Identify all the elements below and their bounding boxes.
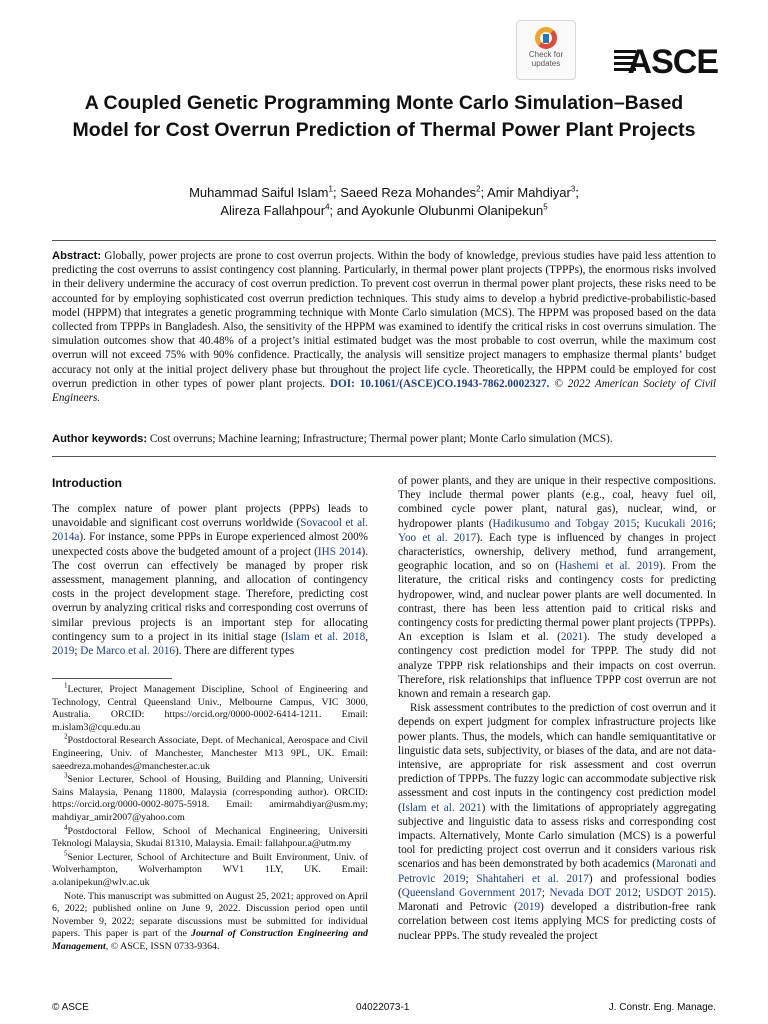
citation-link[interactable]: USDOT 2015 — [645, 886, 710, 899]
check-for-updates-badge[interactable] — [516, 20, 576, 80]
abstract — [52, 249, 716, 405]
footnote — [52, 771, 368, 824]
footnote-text: Senior Lecturer, School of Architecture and Built Environment, Univ. of Wolverhampton, Wolverhampton WV1 1LY, UK. Email: a.olanipekun@wlv.ac.uk — [52, 851, 368, 888]
author-separator: ; — [480, 185, 488, 200]
citation-link[interactable]: Sovacool et al. 2014a — [52, 517, 368, 544]
paragraph-text: ) with the limitations of appropriately aggregating subjective and linguistic data to assess risks and corresponding cost impacts. Alternatively, Monte Carlo simulation (MCS) is a powerful tool for predicting project cost overrun and it considers various risk scenarios and has been demonstrated by both academics ( — [398, 801, 716, 871]
paragraph-text: ; — [74, 645, 81, 658]
footnotes — [52, 681, 368, 954]
author-separator: ; — [332, 185, 341, 200]
footnote — [52, 681, 368, 734]
asce-logo — [614, 44, 718, 80]
author-1: Muhammad Saiful Islam — [189, 185, 329, 200]
badge-line2: updates — [531, 59, 561, 68]
copyright: © 2022 American Society of Civil Engineers. — [52, 377, 717, 405]
paragraph-text: ; — [636, 517, 645, 530]
citation-link[interactable]: Kucukali 2016 — [644, 517, 713, 530]
citation-link[interactable]: 2019 — [52, 645, 75, 658]
paragraph-text: ). For instance, some PPPs in Europe experienced almost 200% unexpected costs above the budgeted amount of a project ( — [52, 531, 368, 558]
footnote — [52, 849, 368, 890]
paragraph-text: ). The study developed a contingency cost prediction model for TPPP. The study did not analyze TPPP risk relationships and their impacts on cost overrun. Therefore, risk relationships that influence TPPP cost overrun are not known and remain a research gap. — [398, 631, 716, 701]
citation-link[interactable]: Hashemi et al. 2019 — [559, 560, 659, 573]
author-3-affil: 3 — [570, 184, 576, 194]
paragraph-text: The complex nature of power plant projects (PPPs) leads to unavoidable and significant cost overruns worldwide ( — [52, 503, 368, 530]
note-tail: , © ASCE, ISSN 0733-9364. — [105, 940, 220, 952]
citation-link[interactable]: Hadikusumo and Tobgay 2015 — [492, 517, 637, 530]
citation-link[interactable]: De Marco et al. 2016 — [80, 645, 176, 658]
author-3: Amir Mahdiyar — [487, 185, 571, 200]
author-2: Saeed Reza Mohandes — [340, 185, 477, 200]
paragraph-text: ; — [465, 872, 477, 885]
article-title: A Coupled Genetic Programming Monte Carlo Simulation–Based Model for Cost Overrun Prediction of Thermal Power Plant Projects — [72, 92, 696, 141]
paragraph-text: ) developed a distribution-free rank correlation between cost items applying MCS for predicting costs of nuclear PPPs. The study revealed the project — [398, 901, 716, 942]
doi-link[interactable]: 10.1061/(ASCE)CO.1943-7862.0002327. — [359, 377, 550, 390]
abstract-label: Abstract: — [52, 250, 102, 262]
author-2-affil: 2 — [476, 184, 481, 194]
badge-line1: Check for — [528, 50, 564, 59]
right-column-body — [398, 474, 716, 943]
footnote-number: 4 — [64, 823, 68, 832]
keywords-text: Cost overruns; Machine learning; Infrastructure; Thermal power plant; Monte Carlo simulation (MCS). — [149, 433, 613, 445]
footnote-number: 5 — [64, 849, 68, 858]
abstract-text: Globally, power projects are prone to cost overrun projects. Within the body of knowledge, previous studies have paid less attention to predicting the cost overruns to assist contingency cost planning. Particularly, in thermal power plant projects (TPPPs), the enormous risks involved in their delivery undermine the accuracy of cost overrun prediction. To prevent cost overrun in thermal power plant projects, these risks need to be accounted for by employing sophisticated cost overrun prediction techniques. This study aims to develop a hybrid predictive-probabilistic-based model (HPPM) that integrates a genetic programming technique with Monte Carlo simulation (MCS). The HPPM was proposed based on the data collected from TPPPs in Bangladesh. Also, the sensitivity of the HPPM was examined to identify the critical risks in cost overruns simulation. The simulation outcomes show that 40.48% of a project’s initial estimated budget was the most probable to cost overrun, while the maximum cost overrun will not exceed 75% with 90% confidence. Practically, the analysis will sensitize project managers to emphasize thermal plants’ budget accuracy not only at the initial project delivery phase but throughout the project life cycle. Theoretically, the HPPM could be employed for cost overrun prediction in other types of power plant projects. — [52, 250, 716, 390]
paragraph-text: ). Maronati and Petrovic ( — [398, 886, 716, 914]
citation-link[interactable]: Queensland Government 2017 — [401, 886, 542, 899]
author-separator: ; and — [329, 203, 362, 218]
citation-link[interactable]: Nevada DOT 2012 — [549, 886, 638, 899]
author-keywords — [52, 432, 716, 446]
paragraph-text: ). Each type is influenced by changes in project characteristics, ownership, delivery method, fund arrangement, geographic location, and so on ( — [398, 531, 716, 573]
paragraph-text: , — [365, 630, 368, 643]
footer-copyright: © ASCE — [52, 1002, 89, 1013]
footnote-text: Senior Lecturer, School of Housing, Building and Planning, Universiti Sains Malaysia, Penang 11800, Malaysia (corresponding author). ORCID: https://orcid.org/0000-0002-8075-5918. Email: amirmahdiyar@usm.my; mahdiyar_amir2007@yahoo.com — [52, 774, 368, 823]
citation-link[interactable]: Maronati and Petrovic 2019 — [398, 858, 716, 885]
divider — [52, 240, 716, 241]
citation-link[interactable]: Yoo et al. 2017 — [398, 531, 477, 544]
footnote-rule — [52, 678, 172, 679]
paragraph-text: Risk assessment contributes to the prediction of cost overrun and it depends on expert judgment for complex infrastructure projects like power plants. Thus, the models, which can handle semiquantitative or linguistic data sets, subjectivity, or biases of the data, and are not data-intensive, are appropriate for risk assessment and cost overrun prediction of TPPPs. The fuzzy logic can accommodate subjective risk assessment and cost inputs in the contingency cost prediction model ( — [398, 702, 716, 814]
author-5: Ayokunle Olubunmi Olanipekun — [361, 203, 544, 218]
author-1-affil: 1 — [328, 184, 333, 194]
paragraph-text: ) and professional bodies ( — [398, 872, 716, 899]
author-4-affil: 4 — [325, 202, 330, 212]
paragraph-text: ; — [712, 517, 716, 530]
paragraph-text: ). From the literature, the critical risks and contingency costs for predicting hydropower, wind, and nuclear power plants are well documented. In contrast, there has been less attention paid to critical risks and contingency costs for predicting thermal power plant projects (TPPPs). An exception is Islam et al. ( — [398, 560, 717, 644]
journal-name: Journal of Construction Engineering and Management — [52, 928, 368, 952]
footer-article-number: 04022073-1 — [356, 1002, 410, 1013]
author-4: Alireza Fallahpour — [220, 203, 326, 218]
keywords-label: Author keywords: — [52, 433, 148, 445]
footer-journal: J. Constr. Eng. Manage. — [608, 1002, 716, 1013]
check-for-updates-icon — [535, 27, 557, 49]
citation-link[interactable]: 2021 — [560, 631, 584, 644]
footnote-text: Postdoctoral Fellow, School of Mechanical Engineering, Universiti Teknologi Malaysia, Skudai 81310, Malaysia. Email: fallahpour.a@utm.my — [52, 825, 368, 850]
citation-link[interactable]: 2019 — [517, 901, 541, 914]
footnote-text: Lecturer, Project Management Discipline, School of Engineering and Technology, Central Queensland Univ., Melbourne Campus, VIC 3000, Australia. ORCID: https://orcid.org/0000-0002-6414-1211. Email: m.islam3@cqu.edu.au — [52, 684, 368, 733]
footnote-number: 1 — [64, 681, 68, 690]
footnote — [52, 735, 368, 773]
divider — [52, 456, 716, 457]
footnote — [52, 823, 368, 851]
footnote-number: 3 — [64, 771, 68, 780]
author-5-affil: 5 — [543, 202, 548, 212]
paragraph-text: ; — [541, 886, 550, 899]
paragraph-text: of power plants, and they are unique in their respective compositions. They include thermal power plants (e.g., coal, heavy fuel oil, combined cycle power plant, natural gas), nuclear, wind, or hydropower plants ( — [398, 475, 716, 530]
citation-link[interactable]: Islam et al. 2021 — [401, 801, 482, 814]
author-list: Muhammad Saiful Islam$^1$; Saeed Reza Mohandes$^2$; Amir Mahdiyar$^3$; Alireza Fallahpour$^4$; and Ayokunle Olubunmi Olanipekun$^5$ — [189, 184, 579, 218]
footnote-number: 2 — [64, 733, 68, 742]
citation-link[interactable]: Islam et al. 2018 — [284, 630, 366, 643]
submission-note — [52, 891, 368, 954]
citation-link[interactable]: Shahtaheri et al. 2017 — [476, 872, 589, 885]
paragraph-text: ; — [637, 886, 646, 899]
citation-link[interactable]: IHS 2014 — [317, 545, 362, 558]
paragraph-text: ). The cost overrun can effectively be managed by proper risk assessment, management planning, and allocation of contingency costs in the project development stage. Therefore, predicting cost overrun by analyzing critical risks and corresponding cost overruns of similar previous projects is an important step for allocating contingency sum to a project in its initial stage ( — [52, 545, 368, 643]
intro-paragraph-3 — [398, 701, 716, 942]
footnote-text: Postdoctoral Research Associate, Dept. of Mechanical, Aerospace and Civil Engineering, Univ. of Manchester, Manchester M13 9PL, UK. Email: saeedreza.mohandes@manchester.ac.uk — [52, 735, 368, 772]
paragraph-text: ). There are different types — [175, 645, 295, 658]
left-column-body — [52, 502, 368, 658]
note-text: Note. This manuscript was submitted on August 25, 2021; approved on April 6, 2022; published online on June 9, 2022. Discussion period open until November 9, 2022; separate discussions must be submitted for individual papers. This paper is part of the — [52, 890, 368, 940]
asce-logo-text: ASCE — [627, 43, 718, 81]
intro-paragraph-2 — [398, 474, 716, 701]
section-heading-introduction: Introduction — [52, 476, 122, 490]
doi-label: DOI: — [329, 377, 355, 390]
intro-paragraph-1 — [52, 502, 368, 658]
